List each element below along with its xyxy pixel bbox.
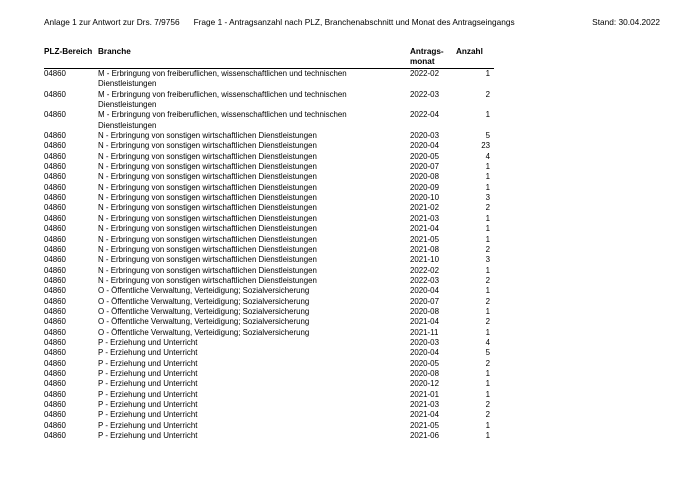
cell-anzahl: 1 (485, 110, 490, 120)
cell-plz: 04860 (44, 131, 66, 141)
cell-branche: P - Erziehung und Unterricht (98, 410, 198, 420)
cell-anzahl: 1 (485, 379, 490, 389)
cell-anzahl: 2 (485, 317, 490, 327)
cell-anzahl: 23 (481, 141, 490, 151)
cell-anzahl: 2 (485, 358, 490, 368)
cell-monat: 2020-04 (410, 286, 439, 296)
cell-branche: P - Erziehung und Unterricht (98, 379, 198, 389)
table-row (44, 276, 494, 286)
cell-plz: 04860 (44, 193, 66, 203)
cell-monat: 2020-08 (410, 172, 439, 182)
cell-monat: 2021-10 (410, 255, 439, 265)
cell-monat: 2022-02 (410, 265, 439, 275)
cell-plz: 04860 (44, 327, 66, 337)
cell-monat: 2021-11 (410, 327, 439, 337)
column-header-monat: Antrags- monat (410, 47, 444, 66)
table-row (44, 348, 494, 358)
cell-plz: 04860 (44, 410, 66, 420)
cell-anzahl: 1 (485, 162, 490, 172)
cell-monat: 2021-03 (410, 213, 439, 223)
cell-plz: 04860 (44, 255, 66, 265)
cell-plz: 04860 (44, 348, 66, 358)
cell-plz: 04860 (44, 141, 66, 151)
table-row (44, 235, 494, 245)
cell-monat: 2021-06 (410, 431, 439, 441)
cell-plz: 04860 (44, 69, 66, 78)
cell-branche: N - Erbringung von sonstigen wirtschaftlichen Dienstleistungen (98, 193, 317, 203)
table-row (44, 400, 494, 410)
cell-plz: 04860 (44, 379, 66, 389)
cell-anzahl: 1 (485, 286, 490, 296)
cell-branche: O - Öffentliche Verwaltung, Verteidigung; Sozialversicherung (98, 306, 310, 316)
cell-anzahl: 2 (485, 410, 490, 420)
cell-branche: P - Erziehung und Unterricht (98, 368, 198, 378)
cell-plz: 04860 (44, 389, 66, 399)
cell-monat: 2020-10 (410, 193, 439, 203)
cell-plz: 04860 (44, 151, 66, 161)
table-row (44, 131, 494, 141)
cell-monat: 2020-03 (410, 337, 439, 347)
document-reference: Anlage 1 zur Antwort zur Drs. 7/9756 (44, 17, 180, 27)
cell-anzahl: 1 (485, 368, 490, 378)
cell-branche: N - Erbringung von sonstigen wirtschaftlichen Dienstleistungen (98, 275, 317, 285)
cell-anzahl: 4 (485, 151, 490, 161)
table-row (44, 359, 494, 369)
cell-branche: P - Erziehung und Unterricht (98, 400, 198, 409)
column-header-branche: Branche (98, 47, 131, 56)
cell-anzahl: 1 (485, 327, 490, 337)
table-row (44, 390, 494, 400)
cell-anzahl: 1 (485, 172, 490, 182)
table-row (44, 328, 494, 338)
cell-plz: 04860 (44, 368, 66, 378)
cell-anzahl: 2 (485, 275, 490, 285)
cell-branche: N - Erbringung von sonstigen wirtschaftlichen Dienstleistungen (98, 244, 317, 254)
table-row (44, 297, 494, 307)
cell-branche: O - Öffentliche Verwaltung, Verteidigung; Sozialversicherung (98, 296, 310, 306)
cell-anzahl: 2 (485, 244, 490, 254)
table-header (44, 47, 494, 69)
cell-anzahl: 1 (485, 306, 490, 316)
column-header-plz: PLZ-Bereich (44, 47, 93, 56)
table-row (44, 266, 494, 276)
cell-monat: 2020-03 (410, 131, 439, 141)
table-row (44, 193, 494, 203)
cell-monat: 2020-12 (410, 379, 439, 389)
cell-branche: N - Erbringung von sonstigen wirtschaftlichen Dienstleistungen (98, 141, 317, 151)
header-left (44, 17, 515, 27)
cell-anzahl: 4 (485, 337, 490, 347)
cell-branche: P - Erziehung und Unterricht (98, 358, 198, 368)
cell-plz: 04860 (44, 358, 66, 368)
table-row (44, 338, 494, 348)
cell-branche: O - Öffentliche Verwaltung, Verteidigung; Sozialversicherung (98, 327, 310, 337)
cell-plz: 04860 (44, 110, 66, 120)
cell-branche: N - Erbringung von sonstigen wirtschaftlichen Dienstleistungen (98, 234, 317, 244)
cell-branche: N - Erbringung von sonstigen wirtschaftlichen Dienstleistungen (98, 265, 317, 275)
table-row (44, 110, 494, 131)
cell-branche: N - Erbringung von sonstigen wirtschaftlichen Dienstleistungen (98, 203, 317, 213)
cell-plz: 04860 (44, 317, 66, 327)
table-row (44, 379, 494, 389)
cell-anzahl: 1 (485, 224, 490, 234)
cell-branche: M - Erbringung von freiberuflichen, wissenschaftlichen und technischen Dienstleistungen (98, 89, 347, 110)
cell-plz: 04860 (44, 234, 66, 244)
cell-plz: 04860 (44, 224, 66, 234)
cell-monat: 2021-08 (410, 244, 439, 254)
document-title: Frage 1 - Antragsanzahl nach PLZ, Branchenabschnitt und Monat des Antragseingangs (193, 17, 515, 27)
cell-branche: N - Erbringung von sonstigen wirtschaftlichen Dienstleistungen (98, 224, 317, 234)
table-row (44, 245, 494, 255)
cell-plz: 04860 (44, 172, 66, 182)
table-row (44, 203, 494, 213)
cell-anzahl: 1 (485, 182, 490, 192)
cell-branche: P - Erziehung und Unterricht (98, 348, 198, 358)
table-row (44, 255, 494, 265)
cell-branche: N - Erbringung von sonstigen wirtschaftlichen Dienstleistungen (98, 131, 317, 141)
cell-monat: 2022-03 (410, 89, 439, 99)
table-row (44, 431, 494, 441)
cell-anzahl: 1 (485, 213, 490, 223)
cell-plz: 04860 (44, 420, 66, 430)
cell-monat: 2021-05 (410, 420, 439, 430)
table-row (44, 162, 494, 172)
cell-branche: O - Öffentliche Verwaltung, Verteidigung; Sozialversicherung (98, 317, 310, 327)
document-date: Stand: 30.04.2022 (592, 17, 660, 27)
cell-branche: N - Erbringung von sonstigen wirtschaftlichen Dienstleistungen (98, 151, 317, 161)
cell-plz: 04860 (44, 89, 66, 99)
cell-monat: 2020-07 (410, 296, 439, 306)
cell-plz: 04860 (44, 265, 66, 275)
cell-anzahl: 1 (485, 265, 490, 275)
table-row (44, 214, 494, 224)
cell-anzahl: 3 (485, 193, 490, 203)
cell-monat: 2021-04 (410, 410, 439, 420)
cell-plz: 04860 (44, 162, 66, 172)
cell-anzahl: 2 (485, 400, 490, 409)
table-row (44, 141, 494, 151)
cell-anzahl: 5 (485, 131, 490, 141)
cell-anzahl: 2 (485, 89, 490, 99)
cell-plz: 04860 (44, 244, 66, 254)
cell-monat: 2020-05 (410, 358, 439, 368)
cell-branche: N - Erbringung von sonstigen wirtschaftlichen Dienstleistungen (98, 255, 317, 265)
table-row (44, 286, 494, 296)
cell-plz: 04860 (44, 286, 66, 296)
cell-branche: N - Erbringung von sonstigen wirtschaftlichen Dienstleistungen (98, 182, 317, 192)
cell-anzahl: 1 (485, 420, 490, 430)
cell-monat: 2021-05 (410, 234, 439, 244)
cell-monat: 2022-04 (410, 110, 439, 120)
cell-anzahl: 1 (485, 69, 490, 78)
cell-monat: 2020-09 (410, 182, 439, 192)
cell-monat: 2020-08 (410, 306, 439, 316)
table-row (44, 69, 494, 90)
cell-anzahl: 1 (485, 389, 490, 399)
cell-plz: 04860 (44, 275, 66, 285)
cell-plz: 04860 (44, 337, 66, 347)
cell-monat: 2020-08 (410, 368, 439, 378)
cell-anzahl: 1 (485, 431, 490, 441)
cell-plz: 04860 (44, 182, 66, 192)
table-row (44, 152, 494, 162)
cell-monat: 2021-04 (410, 317, 439, 327)
cell-branche: N - Erbringung von sonstigen wirtschaftlichen Dienstleistungen (98, 162, 317, 172)
page-header (44, 17, 660, 31)
table-row (44, 410, 494, 420)
cell-branche: N - Erbringung von sonstigen wirtschaftlichen Dienstleistungen (98, 172, 317, 182)
cell-branche: P - Erziehung und Unterricht (98, 431, 198, 441)
table-row (44, 183, 494, 193)
cell-anzahl: 3 (485, 255, 490, 265)
table-row (44, 421, 494, 431)
cell-branche: P - Erziehung und Unterricht (98, 420, 198, 430)
cell-monat: 2020-04 (410, 348, 439, 358)
cell-monat: 2021-04 (410, 224, 439, 234)
table-row (44, 172, 494, 182)
cell-branche: O - Öffentliche Verwaltung, Verteidigung; Sozialversicherung (98, 286, 310, 296)
cell-plz: 04860 (44, 296, 66, 306)
cell-anzahl: 2 (485, 203, 490, 213)
table-row (44, 317, 494, 327)
cell-branche: M - Erbringung von freiberuflichen, wissenschaftlichen und technischen Dienstleistungen (98, 69, 347, 89)
table-row (44, 224, 494, 234)
cell-plz: 04860 (44, 400, 66, 409)
cell-branche: P - Erziehung und Unterricht (98, 337, 198, 347)
cell-branche: N - Erbringung von sonstigen wirtschaftlichen Dienstleistungen (98, 213, 317, 223)
cell-plz: 04860 (44, 213, 66, 223)
cell-anzahl: 5 (485, 348, 490, 358)
column-header-anzahl: Anzahl (456, 47, 483, 56)
cell-monat: 2020-04 (410, 141, 439, 151)
cell-monat: 2022-02 (410, 69, 439, 78)
cell-anzahl: 1 (485, 234, 490, 244)
table-body (44, 69, 494, 441)
cell-branche: P - Erziehung und Unterricht (98, 389, 198, 399)
cell-monat: 2020-05 (410, 151, 439, 161)
cell-plz: 04860 (44, 306, 66, 316)
table-row (44, 369, 494, 379)
table-row (44, 307, 494, 317)
cell-anzahl: 2 (485, 296, 490, 306)
cell-monat: 2020-07 (410, 162, 439, 172)
cell-monat: 2021-01 (410, 389, 439, 399)
cell-monat: 2022-03 (410, 275, 439, 285)
cell-plz: 04860 (44, 203, 66, 213)
cell-branche: M - Erbringung von freiberuflichen, wissenschaftlichen und technischen Dienstleistungen (98, 110, 347, 130)
cell-monat: 2021-03 (410, 400, 439, 409)
cell-monat: 2021-02 (410, 203, 439, 213)
cell-plz: 04860 (44, 431, 66, 441)
table-row (44, 90, 494, 111)
